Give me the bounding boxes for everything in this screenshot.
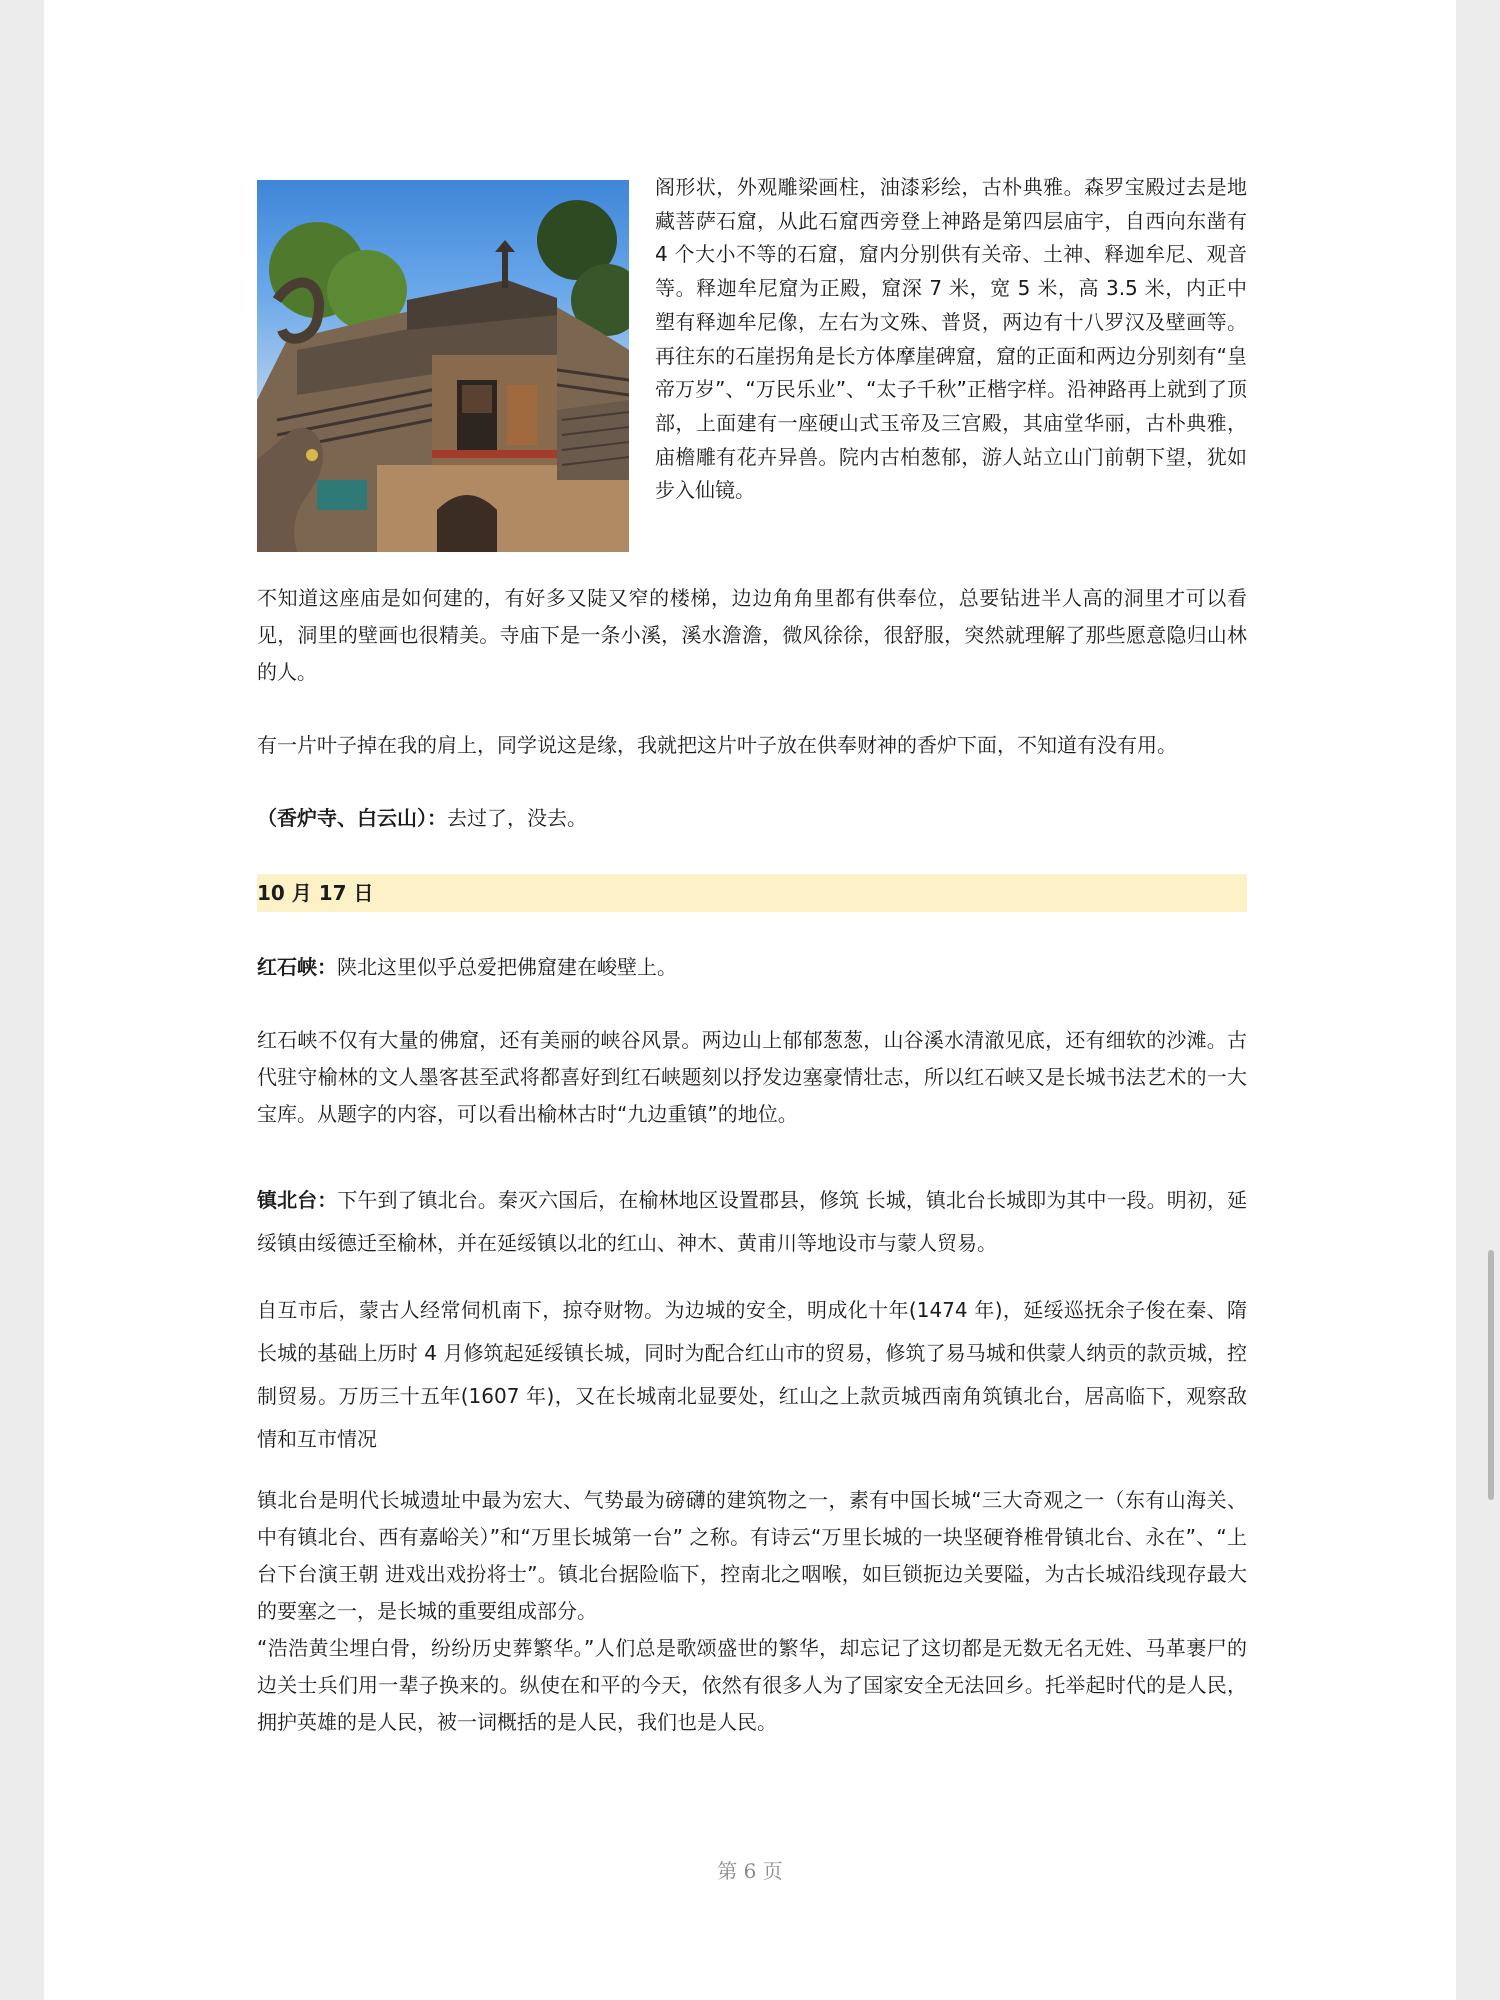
scrollbar-thumb[interactable] bbox=[1488, 1250, 1494, 1500]
paragraph-temple: 不知道这座庙是如何建的，有好多又陡又窄的楼梯，边边角角里都有供奉位，总要钻进半人高的洞里才可以看见，洞里的壁画也很精美。寺庙下是一条小溪，溪水澹澹，微风徐徐，很舒服，突然就理解了那些愿意隐归山林的人。 bbox=[257, 586, 1247, 684]
temple-photo bbox=[257, 180, 629, 552]
paragraph-skipped-sites bbox=[257, 800, 1247, 837]
date-heading: 10 月 17 日 bbox=[257, 874, 1247, 912]
paragraph-leaf: 有一片叶子掉在我的肩上，同学说这是缘，我就把这片叶子放在供奉财神的香炉下面，不知道有没有用。 bbox=[257, 733, 1177, 757]
skipped-sites-label: （香炉寺、白云山）： bbox=[257, 806, 447, 830]
intro-paragraph: 阁形状，外观雕梁画柱，油漆彩绘，古朴典雅。森罗宝殿过去是地藏菩萨石窟，从此石窟西旁登上神路是第四层庙宇，自西向东凿有 4 个大小不等的石窟，窟内分别供有关帝、土神、释迦牟尼、观音等。释迦牟尼窟为正殿，窟深 7 米，宽 5 米，高 3.5 米，内正中塑有释迦牟尼像，左右为文殊、普贤，两边有十八罗汉及壁画等。再往东的石崖拐角是长方体摩崖碑窟，窟的正面和两边分别刻有“皇帝万岁”、“万民乐业”、“太子千秋”正楷字样。沿神路再上就到了顶部，上面建有一座硬山式玉帝及三宫殿，其庙堂华丽，古朴典雅，庙檐雕有花卉异兽。院内古柏葱郁，游人站立山门前朝下望，犹如步入仙镜。 bbox=[655, 175, 1247, 503]
paragraph-zhenbeitai-intro bbox=[257, 1179, 1247, 1265]
page-number: 第 6 页 bbox=[717, 1859, 783, 1883]
zhenbeitai-label: 镇北台： bbox=[257, 1188, 338, 1212]
paragraph-hongshixia-intro bbox=[257, 949, 1247, 986]
skipped-sites-text: 去过了，没去。 bbox=[447, 806, 587, 830]
hongshixia-label: 红石峡： bbox=[257, 955, 337, 979]
zhenbeitai-text: 下午到了镇北台。秦灭六国后，在榆林地区设置郡县，修筑 长城，镇北台长城即为其中一段。明初，延绥镇由绥德迁至榆林，并在延绥镇以北的红山、神木、黄甫川等地设市与蒙人贸易。 bbox=[257, 1188, 1248, 1255]
hongshixia-text: 陕北这里似乎总爱把佛窟建在峻壁上。 bbox=[337, 955, 677, 979]
temple-photo-illustration bbox=[257, 180, 629, 552]
paragraph-significance: 镇北台是明代长城遗址中最为宏大、气势最为磅礴的建筑物之一，素有中国长城“三大奇观之一（东有山海关、中有镇北台、西有嘉峪关）”和“万里长城第一台” 之称。有诗云“万里长城的一块坚硬脊椎骨镇北台、永在”、“上台下台演王朝 进戏出戏扮将士”。镇北台据险临下，控南北之咽喉，如巨锁扼边关要隘，为古长城沿线现存最大的要塞之一，是长城的重要组成部分。 bbox=[257, 1488, 1247, 1623]
paragraph-hongshixia-detail: 红石峡不仅有大量的佛窟，还有美丽的峡谷风景。两边山上郁郁葱葱，山谷溪水清澈见底，还有细软的沙滩。古代驻守榆林的文人墨客甚至武将都喜好到红石峡题刻以抒发边塞豪情壮志，所以红石峡又是长城书法艺术的一大宝库。从题字的内容，可以看出榆林古时“九边重镇”的地位。 bbox=[257, 1028, 1247, 1126]
paragraph-reflection: “浩浩黄尘埋白骨，纷纷历史葬繁华。”人们总是歌颂盛世的繁华，却忘记了这切都是无数无名无姓、马革裹尸的边关士兵们用一辈子换来的。纵使在和平的今天，依然有很多人为了国家安全无法回乡。托举起时代的是人民，拥护英雄的是人民，被一词概括的是人民，我们也是人民。 bbox=[257, 1636, 1247, 1734]
paragraph-history: 自互市后，蒙古人经常伺机南下，掠夺财物。为边城的安全，明成化十年(1474 年)，延绥巡抚余子俊在秦、隋长城的基础上历时 4 月修筑起延绥镇长城，同时为配合红山市的贸易，修筑了易马城和供蒙人纳贡的款贡城，控制贸易。万历三十五年(1607 年)，又在长城南北显要处，红山之上款贡城西南角筑镇北台，居高临下，观察敌情和互市情况 bbox=[257, 1298, 1247, 1451]
